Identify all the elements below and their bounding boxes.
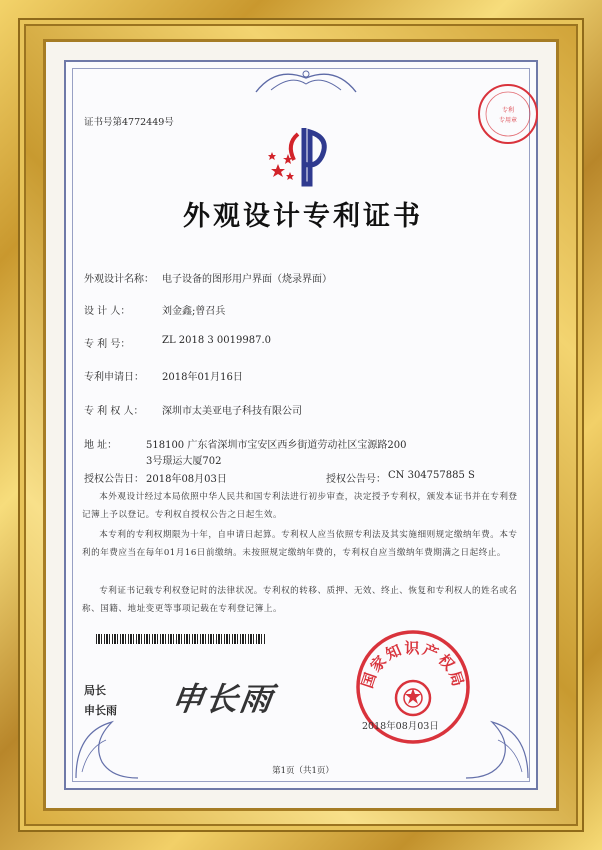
patentee-label: 专 利 权 人：: [84, 406, 144, 417]
patent-number-label: 专 利 号：: [84, 339, 131, 350]
director-title: 局长: [84, 684, 106, 697]
designer-value: 刘金鑫;曾召兵: [162, 306, 226, 317]
filing-date-value: 2018年01月16日: [162, 372, 243, 383]
announcement-number-label: 授权公告号：: [326, 474, 386, 485]
seal-date: 2018年08月03日: [362, 721, 439, 732]
certificate-number: 证书号第4772449号: [84, 117, 174, 128]
design-name-label: 外观设计名称：: [84, 274, 154, 285]
paragraph-legal-status: 专利证书记载专利权登记时的法律状况。专利权的转移、质押、无效、终止、恢复和专利权人的姓名或名称、国籍、地址变更等事项记载在专利登记簿上。: [82, 586, 518, 614]
director-signature: 申长雨: [169, 680, 277, 718]
paragraph-grant: 本外观设计经过本局依照中华人民共和国专利法进行初步审查，决定授予专利权，颁发本证书并在专利登记簿上予以登记。专利权自授权公告之日起生效。: [82, 492, 518, 520]
page-footer: 第1页（共1页）: [272, 766, 334, 776]
grant-date-value: 2018年08月03日: [146, 474, 227, 485]
filing-date-label: 专利申请日：: [84, 372, 144, 383]
patent-number-value: ZL 2018 3 0019987.0: [162, 335, 272, 346]
seal-text: 国家知识产权局: [358, 639, 468, 691]
patent-office-logo-icon: [264, 124, 340, 188]
grant-date-label: 授权公告日：: [84, 474, 144, 485]
agency-stamp-icon: [476, 82, 540, 146]
address-line-2: 3号璟运大厦702: [146, 456, 222, 467]
patentee-value: 深圳市太美亚电子科技有限公司: [162, 406, 302, 417]
svg-text:专用章: 专用章: [498, 117, 518, 124]
paragraph-term: 本专利的专利权期限为十年，自申请日起算。专利权人应当依照专利法及其实施细则规定缴纳年费。本专利的年费应当在每年01月16日前缴纳。未按照规定缴纳年费的，专利权自应当缴纳年费期满之日起终止。: [82, 530, 518, 558]
svg-text:专利: 专利: [501, 107, 515, 114]
certificate-paper: [64, 60, 538, 790]
announcement-number-value: CN 304757885 S: [388, 470, 475, 481]
address-line-1: 518100 广东省深圳市宝安区西乡街道劳动社区宝源路200: [146, 440, 407, 451]
certificate-title: 外观设计专利证书: [183, 201, 423, 232]
director-name: 申长雨: [84, 704, 117, 717]
address-label: 地 址：: [84, 440, 118, 451]
top-flourish-icon: [246, 64, 366, 98]
design-name-value: 电子设备的图形用户界面（烧录界面）: [162, 274, 332, 285]
barcode: [96, 634, 266, 644]
designer-label: 设 计 人：: [84, 306, 131, 317]
